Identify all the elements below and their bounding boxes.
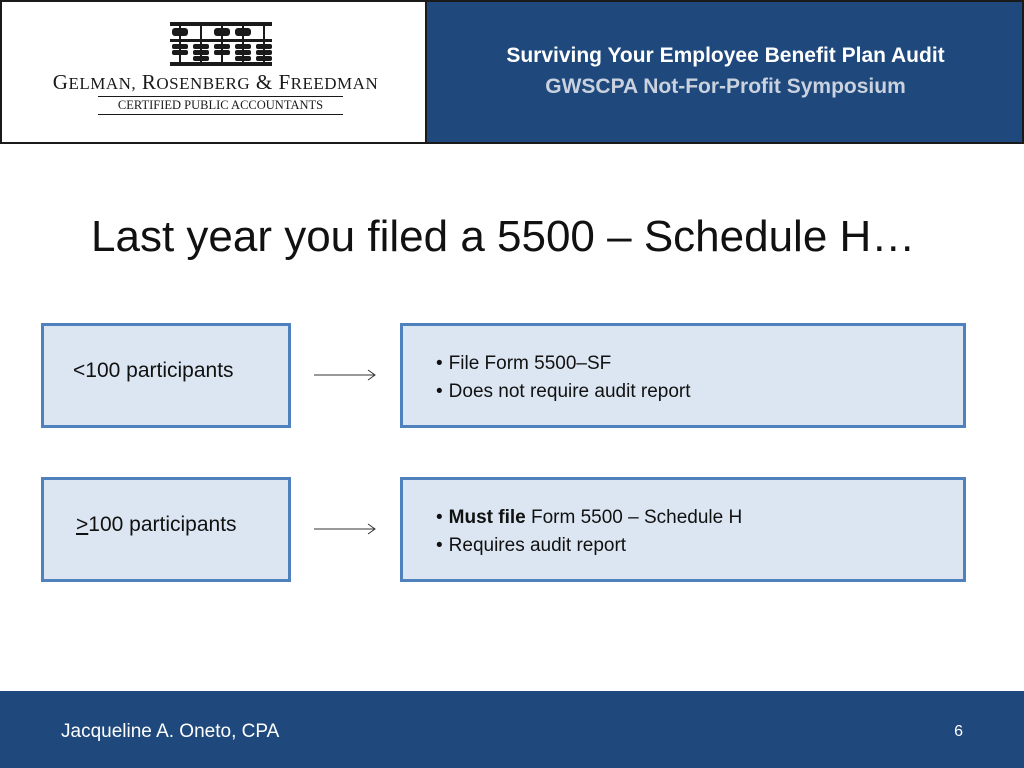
- firm-divider-bottom: [98, 114, 343, 115]
- requirements-box-small-plan: [400, 323, 966, 428]
- presentation-subtitle: GWSCPA Not-For-Profit Symposium: [545, 75, 906, 98]
- firm-divider-top: [98, 96, 343, 97]
- condition-box-large-plan: [41, 477, 291, 582]
- presenter-name: Jacqueline A. Oneto, CPA: [61, 721, 280, 742]
- requirements-box-large-plan: [400, 477, 966, 582]
- arrow-right-icon: [314, 369, 378, 381]
- requirements-list: [436, 350, 691, 406]
- slide-header: [0, 0, 1024, 146]
- condition-box-small-plan: [41, 323, 291, 428]
- abacus-icon: [170, 22, 272, 66]
- list-item: • Does not require audit report: [436, 381, 691, 402]
- firm-subtitle: CERTIFIED PUBLIC ACCOUNTANTS: [117, 98, 324, 112]
- firm-name: GELMAN, ROSENBERG & FREEDMAN: [52, 70, 379, 94]
- slide-title: Last year you filed a 5500 – Schedule H…: [91, 212, 916, 261]
- requirements-list: [436, 504, 742, 560]
- firm-logo: [0, 0, 427, 144]
- presentation-title-panel: [427, 0, 1024, 144]
- presentation-title: Surviving Your Employee Benefit Plan Audit: [506, 44, 945, 67]
- slide-footer: [0, 691, 1024, 768]
- list-item: • Requires audit report: [436, 535, 627, 556]
- list-item: • File Form 5500–SF: [436, 353, 612, 374]
- list-item: • Must file Form 5500 – Schedule H: [436, 507, 743, 528]
- arrow-right-icon: [314, 523, 378, 535]
- condition-label: <100 participants: [73, 359, 234, 382]
- condition-label: >100 participants: [76, 513, 237, 536]
- page-number: 6: [954, 723, 963, 740]
